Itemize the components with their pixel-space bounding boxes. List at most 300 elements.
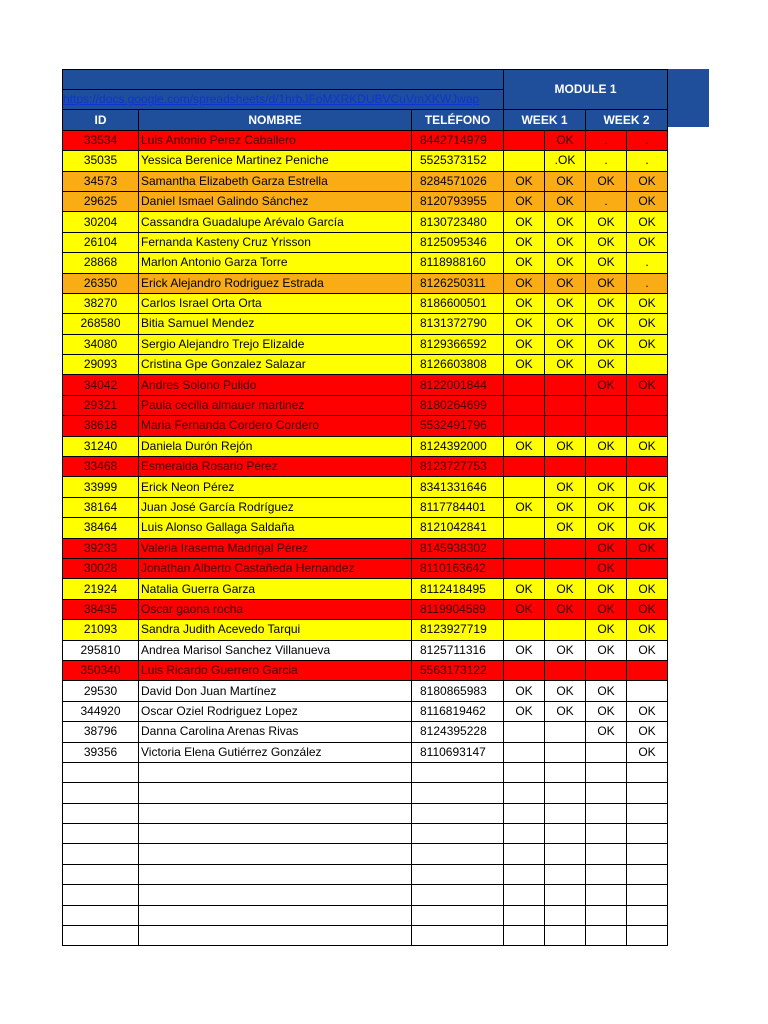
empty-cell[interactable]: [504, 783, 545, 803]
week-check-cell[interactable]: [627, 416, 668, 436]
phone-cell[interactable]: 8126603808: [412, 355, 504, 375]
phone-cell[interactable]: 8129366592: [412, 334, 504, 354]
week-check-cell[interactable]: OK: [586, 620, 627, 640]
empty-cell[interactable]: [627, 762, 668, 782]
week-check-cell[interactable]: OK: [504, 293, 545, 313]
week-check-cell[interactable]: OK: [627, 293, 668, 313]
week-check-cell[interactable]: [504, 375, 545, 395]
name-cell[interactable]: Esmeralda Rosario Pérez: [139, 457, 412, 477]
week-check-cell[interactable]: OK: [504, 171, 545, 191]
empty-cell[interactable]: [627, 824, 668, 844]
name-cell[interactable]: Cassandra Guadalupe Arévalo García: [139, 212, 412, 232]
week-check-cell[interactable]: OK: [586, 232, 627, 252]
top-header-row: [63, 70, 668, 90]
empty-cell[interactable]: [627, 844, 668, 864]
phone-cell[interactable]: 8123727753: [412, 457, 504, 477]
week-check-cell[interactable]: [627, 681, 668, 701]
empty-row: [63, 905, 668, 925]
id-cell[interactable]: 29625: [63, 191, 139, 211]
empty-cell[interactable]: [545, 885, 586, 905]
id-cell[interactable]: 30204: [63, 212, 139, 232]
week-check-cell[interactable]: OK: [545, 191, 586, 211]
week-check-cell[interactable]: OK: [627, 701, 668, 721]
week-check-cell[interactable]: OK: [627, 722, 668, 742]
week-check-cell[interactable]: [504, 742, 545, 762]
id-cell[interactable]: 38435: [63, 599, 139, 619]
phone-cell[interactable]: 8186600501: [412, 293, 504, 313]
week-check-cell[interactable]: OK: [586, 293, 627, 313]
id-cell[interactable]: 28868: [63, 253, 139, 273]
week-check-cell[interactable]: OK: [627, 620, 668, 640]
id-cell[interactable]: 268580: [63, 314, 139, 334]
week-check-cell[interactable]: OK: [545, 477, 586, 497]
week-check-cell[interactable]: OK: [627, 191, 668, 211]
empty-cell[interactable]: [586, 905, 627, 925]
empty-cell[interactable]: [504, 844, 545, 864]
phone-cell[interactable]: 8124395228: [412, 722, 504, 742]
empty-cell[interactable]: [139, 926, 412, 946]
empty-cell[interactable]: [412, 762, 504, 782]
phone-cell[interactable]: 8131372790: [412, 314, 504, 334]
table-row: [63, 436, 668, 456]
week-check-cell[interactable]: OK: [545, 579, 586, 599]
week-check-cell[interactable]: OK: [545, 273, 586, 293]
week-check-cell[interactable]: OK: [504, 497, 545, 517]
id-cell[interactable]: 33999: [63, 477, 139, 497]
week-check-cell[interactable]: OK: [586, 171, 627, 191]
name-cell[interactable]: Juan José García Rodríguez: [139, 497, 412, 517]
empty-cell[interactable]: [627, 926, 668, 946]
week-check-cell[interactable]: .: [586, 130, 627, 150]
phone-cell[interactable]: 8110693147: [412, 742, 504, 762]
week-check-cell[interactable]: [586, 416, 627, 436]
week-check-cell[interactable]: OK: [545, 212, 586, 232]
id-cell[interactable]: 30028: [63, 558, 139, 578]
table-row: [63, 293, 668, 313]
id-cell[interactable]: 33468: [63, 457, 139, 477]
empty-cell[interactable]: [412, 926, 504, 946]
table-row: [63, 212, 668, 232]
week-check-cell[interactable]: [627, 395, 668, 415]
empty-cell[interactable]: [545, 926, 586, 946]
empty-cell[interactable]: [63, 824, 139, 844]
week-check-cell[interactable]: OK: [545, 293, 586, 313]
empty-cell[interactable]: [545, 844, 586, 864]
empty-cell[interactable]: [412, 844, 504, 864]
week-check-cell[interactable]: OK: [504, 436, 545, 456]
week-check-cell[interactable]: OK: [586, 558, 627, 578]
id-cell[interactable]: 350340: [63, 660, 139, 680]
week-check-cell[interactable]: OK: [504, 579, 545, 599]
empty-cell[interactable]: [586, 762, 627, 782]
phone-cell[interactable]: 8341331646: [412, 477, 504, 497]
phone-cell[interactable]: 8180264699: [412, 395, 504, 415]
week-check-cell[interactable]: [627, 660, 668, 680]
empty-cell[interactable]: [545, 803, 586, 823]
empty-cell[interactable]: [63, 762, 139, 782]
week-check-cell[interactable]: OK: [504, 273, 545, 293]
week-check-cell[interactable]: OK: [627, 232, 668, 252]
table-row: [63, 660, 668, 680]
empty-cell[interactable]: [139, 824, 412, 844]
week-check-cell[interactable]: .: [586, 191, 627, 211]
week-check-cell[interactable]: [504, 558, 545, 578]
phone-cell[interactable]: 8125095346: [412, 232, 504, 252]
id-cell[interactable]: 29093: [63, 355, 139, 375]
week-check-cell[interactable]: .: [627, 273, 668, 293]
name-cell[interactable]: Andrea Marisol Sanchez Villanueva: [139, 640, 412, 660]
empty-cell[interactable]: [586, 824, 627, 844]
phone-cell[interactable]: 8124392000: [412, 436, 504, 456]
name-cell[interactable]: Erick Neon Pérez: [139, 477, 412, 497]
empty-cell[interactable]: [504, 864, 545, 884]
week-check-cell[interactable]: OK: [545, 130, 586, 150]
table-row: [63, 253, 668, 273]
phone-cell[interactable]: 8121042841: [412, 518, 504, 538]
week-check-cell[interactable]: .OK: [545, 151, 586, 171]
empty-cell[interactable]: [139, 885, 412, 905]
phone-cell[interactable]: 8123927719: [412, 620, 504, 640]
empty-cell[interactable]: [504, 762, 545, 782]
empty-cell[interactable]: [139, 762, 412, 782]
sheet-link[interactable]: https://docs.google.com/spreadsheets/d/1hrbJFoMXRKDUBVCuVmXKWJwap: [63, 90, 504, 110]
week-check-cell[interactable]: OK: [627, 375, 668, 395]
week-check-cell[interactable]: [504, 151, 545, 171]
phone-cell[interactable]: 8284571026: [412, 171, 504, 191]
module-title: MODULE 1: [504, 70, 668, 110]
week-check-cell[interactable]: .: [627, 151, 668, 171]
week-check-cell[interactable]: [545, 395, 586, 415]
week-check-cell[interactable]: OK: [545, 334, 586, 354]
name-cell[interactable]: Marlon Antonio Garza Torre: [139, 253, 412, 273]
empty-row: [63, 824, 668, 844]
id-cell[interactable]: 35035: [63, 151, 139, 171]
empty-cell[interactable]: [139, 803, 412, 823]
empty-cell[interactable]: [63, 783, 139, 803]
empty-cell[interactable]: [586, 885, 627, 905]
week-check-cell[interactable]: OK: [545, 171, 586, 191]
empty-cell[interactable]: [586, 864, 627, 884]
week-check-cell[interactable]: OK: [545, 640, 586, 660]
week-check-cell[interactable]: OK: [586, 314, 627, 334]
week-check-cell[interactable]: OK: [627, 334, 668, 354]
phone-cell[interactable]: 8180865983: [412, 681, 504, 701]
week-check-cell[interactable]: OK: [586, 538, 627, 558]
table-row: [63, 477, 668, 497]
name-cell[interactable]: David Don Juan Martínez: [139, 681, 412, 701]
week-check-cell[interactable]: OK: [586, 477, 627, 497]
week-check-cell[interactable]: OK: [586, 518, 627, 538]
name-cell[interactable]: Valeria Irasema Madrigal Pérez: [139, 538, 412, 558]
week-check-cell[interactable]: OK: [586, 355, 627, 375]
name-cell[interactable]: Cristina Gpe Gonzalez Salazar: [139, 355, 412, 375]
empty-cell[interactable]: [504, 885, 545, 905]
week-check-cell[interactable]: OK: [586, 701, 627, 721]
week-check-cell[interactable]: [586, 660, 627, 680]
week-check-cell[interactable]: OK: [627, 477, 668, 497]
table-row: [63, 558, 668, 578]
week-check-cell[interactable]: OK: [545, 497, 586, 517]
id-cell[interactable]: 26350: [63, 273, 139, 293]
empty-cell[interactable]: [412, 864, 504, 884]
phone-cell[interactable]: 8130723480: [412, 212, 504, 232]
id-cell[interactable]: 21093: [63, 620, 139, 640]
name-cell[interactable]: Danna Carolina Arenas Rivas: [139, 722, 412, 742]
week-check-cell[interactable]: OK: [504, 232, 545, 252]
week-check-cell[interactable]: [504, 130, 545, 150]
week-check-cell[interactable]: OK: [627, 742, 668, 762]
empty-cell[interactable]: [545, 762, 586, 782]
week-check-cell[interactable]: OK: [627, 640, 668, 660]
week-check-cell[interactable]: OK: [586, 579, 627, 599]
name-cell[interactable]: Luis Antonio Perez Caballero: [139, 130, 412, 150]
week-check-cell[interactable]: OK: [586, 436, 627, 456]
id-cell[interactable]: 26104: [63, 232, 139, 252]
empty-cell[interactable]: [627, 905, 668, 925]
week-check-cell[interactable]: [627, 457, 668, 477]
name-cell[interactable]: Sergio Alejandro Trejo Elizalde: [139, 334, 412, 354]
week-check-cell[interactable]: [504, 538, 545, 558]
empty-cell[interactable]: [627, 803, 668, 823]
name-cell[interactable]: Luis Ricardo Guerrero Garcia: [139, 660, 412, 680]
week-check-cell[interactable]: OK: [545, 518, 586, 538]
empty-cell[interactable]: [412, 783, 504, 803]
week-check-cell[interactable]: OK: [586, 681, 627, 701]
id-cell[interactable]: 34042: [63, 375, 139, 395]
week-check-cell[interactable]: [545, 722, 586, 742]
week-check-cell[interactable]: [504, 477, 545, 497]
id-cell[interactable]: 34080: [63, 334, 139, 354]
empty-cell[interactable]: [586, 926, 627, 946]
week-check-cell[interactable]: OK: [627, 497, 668, 517]
name-cell[interactable]: Carlos Israel Orta Orta: [139, 293, 412, 313]
phone-cell[interactable]: 8112418495: [412, 579, 504, 599]
week-check-cell[interactable]: OK: [545, 253, 586, 273]
week-check-cell[interactable]: [504, 660, 545, 680]
id-cell[interactable]: 295810: [63, 640, 139, 660]
name-cell[interactable]: Fernanda Kasteny Cruz Yrisson: [139, 232, 412, 252]
week-check-cell[interactable]: OK: [627, 579, 668, 599]
phone-cell[interactable]: 8116819462: [412, 701, 504, 721]
week-check-cell[interactable]: [504, 620, 545, 640]
empty-cell[interactable]: [545, 783, 586, 803]
week-check-cell[interactable]: [545, 660, 586, 680]
id-cell[interactable]: 39356: [63, 742, 139, 762]
name-cell[interactable]: Bitia Samuel Mendez: [139, 314, 412, 334]
id-cell[interactable]: 38164: [63, 497, 139, 517]
name-cell[interactable]: Paula cecilia almauer martinez: [139, 395, 412, 415]
phone-cell[interactable]: 5532491796: [412, 416, 504, 436]
week-check-cell[interactable]: [545, 538, 586, 558]
week-check-cell[interactable]: OK: [586, 640, 627, 660]
empty-cell[interactable]: [627, 783, 668, 803]
empty-cell[interactable]: [139, 864, 412, 884]
empty-row: [63, 885, 668, 905]
week-check-cell[interactable]: .: [627, 253, 668, 273]
week-check-cell[interactable]: [545, 742, 586, 762]
empty-cell[interactable]: [504, 824, 545, 844]
empty-cell[interactable]: [412, 824, 504, 844]
week-check-cell[interactable]: OK: [586, 273, 627, 293]
empty-cell[interactable]: [63, 844, 139, 864]
header-blank: [63, 70, 504, 90]
empty-cell[interactable]: [504, 905, 545, 925]
id-cell[interactable]: 31240: [63, 436, 139, 456]
week-check-cell[interactable]: [586, 395, 627, 415]
empty-cell[interactable]: [586, 783, 627, 803]
id-cell[interactable]: 344920: [63, 701, 139, 721]
id-cell[interactable]: 29530: [63, 681, 139, 701]
week-check-cell[interactable]: OK: [504, 640, 545, 660]
week-check-cell[interactable]: OK: [545, 314, 586, 334]
week-check-cell[interactable]: OK: [545, 436, 586, 456]
week-check-cell[interactable]: [545, 457, 586, 477]
week-check-cell[interactable]: OK: [504, 212, 545, 232]
name-cell[interactable]: Oscar gaona rocha: [139, 599, 412, 619]
week-check-cell[interactable]: OK: [586, 253, 627, 273]
id-cell[interactable]: 39233: [63, 538, 139, 558]
empty-cell[interactable]: [139, 783, 412, 803]
week-check-cell[interactable]: OK: [545, 232, 586, 252]
empty-cell[interactable]: [627, 885, 668, 905]
week-check-cell[interactable]: [504, 395, 545, 415]
empty-cell[interactable]: [586, 844, 627, 864]
id-cell[interactable]: 29321: [63, 395, 139, 415]
table-row: [63, 497, 668, 517]
week-check-cell[interactable]: [627, 355, 668, 375]
name-cell[interactable]: Yessica Berenice Martinez Peniche: [139, 151, 412, 171]
phone-cell[interactable]: 8442714979: [412, 130, 504, 150]
id-cell[interactable]: 38796: [63, 722, 139, 742]
phone-cell[interactable]: 8118988160: [412, 253, 504, 273]
week-check-cell[interactable]: OK: [504, 701, 545, 721]
name-cell[interactable]: Luis Alonso Gallaga Saldaña: [139, 518, 412, 538]
name-cell[interactable]: Oscar Oziel Rodriguez Lopez: [139, 701, 412, 721]
empty-cell[interactable]: [586, 803, 627, 823]
name-cell[interactable]: Natalia Guerra Garza: [139, 579, 412, 599]
week-check-cell[interactable]: .: [627, 130, 668, 150]
name-cell[interactable]: Victoria Elena Gutiérrez González: [139, 742, 412, 762]
week-check-cell[interactable]: [545, 558, 586, 578]
week-check-cell[interactable]: OK: [504, 355, 545, 375]
empty-cell[interactable]: [63, 864, 139, 884]
week-check-cell[interactable]: [545, 620, 586, 640]
week-check-cell[interactable]: OK: [545, 681, 586, 701]
name-cell[interactable]: Daniela Durón Rejón: [139, 436, 412, 456]
phone-cell[interactable]: 8125711316: [412, 640, 504, 660]
empty-cell[interactable]: [412, 885, 504, 905]
week-check-cell[interactable]: [586, 742, 627, 762]
week-check-cell[interactable]: OK: [627, 436, 668, 456]
week-check-cell[interactable]: OK: [504, 334, 545, 354]
id-cell[interactable]: 34573: [63, 171, 139, 191]
week-check-cell[interactable]: [504, 416, 545, 436]
week-check-cell[interactable]: [586, 457, 627, 477]
week-check-cell[interactable]: [504, 518, 545, 538]
week-check-cell[interactable]: OK: [586, 375, 627, 395]
week-check-cell[interactable]: OK: [627, 599, 668, 619]
empty-cell[interactable]: [545, 824, 586, 844]
column-header-row: [63, 110, 668, 130]
phone-cell[interactable]: 8145938302: [412, 538, 504, 558]
name-cell[interactable]: Samantha Elizabeth Garza Estrella: [139, 171, 412, 191]
phone-cell[interactable]: 8117784401: [412, 497, 504, 517]
empty-cell[interactable]: [545, 864, 586, 884]
week-check-cell[interactable]: OK: [545, 599, 586, 619]
empty-cell[interactable]: [63, 803, 139, 823]
week-check-cell[interactable]: OK: [586, 212, 627, 232]
name-cell[interactable]: Sandra Judith Acevedo Tarqui: [139, 620, 412, 640]
week-check-cell[interactable]: OK: [627, 212, 668, 232]
phone-cell[interactable]: 5525373152: [412, 151, 504, 171]
table-row: [63, 640, 668, 660]
empty-cell[interactable]: [63, 905, 139, 925]
week-check-cell[interactable]: OK: [586, 599, 627, 619]
empty-cell[interactable]: [412, 803, 504, 823]
week-check-cell[interactable]: OK: [586, 334, 627, 354]
empty-cell[interactable]: [627, 864, 668, 884]
week-check-cell[interactable]: [504, 722, 545, 742]
week-check-cell[interactable]: OK: [504, 599, 545, 619]
table-row: [63, 171, 668, 191]
empty-row: [63, 783, 668, 803]
id-cell[interactable]: 38464: [63, 518, 139, 538]
phone-cell[interactable]: 8126250311: [412, 273, 504, 293]
name-cell[interactable]: Daniel Ismael Galindo Sánchez: [139, 191, 412, 211]
week-check-cell[interactable]: OK: [627, 171, 668, 191]
name-cell[interactable]: Andres Solono Pulido: [139, 375, 412, 395]
empty-cell[interactable]: [139, 905, 412, 925]
empty-cell[interactable]: [504, 926, 545, 946]
id-cell[interactable]: 38618: [63, 416, 139, 436]
id-cell[interactable]: 38270: [63, 293, 139, 313]
week-check-cell[interactable]: [627, 558, 668, 578]
week-check-cell[interactable]: OK: [504, 681, 545, 701]
empty-cell[interactable]: [139, 844, 412, 864]
name-cell[interactable]: Erick Alejandro Rodriguez Estrada: [139, 273, 412, 293]
phone-cell[interactable]: 8120793955: [412, 191, 504, 211]
table-row: [63, 579, 668, 599]
week-check-cell[interactable]: OK: [504, 191, 545, 211]
week-check-cell[interactable]: OK: [504, 253, 545, 273]
name-cell[interactable]: Jonathan Alberto Castañeda Hernandez: [139, 558, 412, 578]
week-check-cell[interactable]: [504, 457, 545, 477]
empty-cell[interactable]: [504, 803, 545, 823]
week-check-cell[interactable]: OK: [504, 314, 545, 334]
week-check-cell[interactable]: .: [586, 151, 627, 171]
id-cell[interactable]: 21924: [63, 579, 139, 599]
phone-cell[interactable]: 8122001844: [412, 375, 504, 395]
week-check-cell[interactable]: OK: [545, 701, 586, 721]
week-check-cell[interactable]: OK: [627, 538, 668, 558]
empty-cell[interactable]: [63, 885, 139, 905]
empty-cell[interactable]: [63, 926, 139, 946]
week-check-cell[interactable]: OK: [627, 518, 668, 538]
week-check-cell[interactable]: OK: [586, 497, 627, 517]
week-check-cell[interactable]: [545, 375, 586, 395]
week-check-cell[interactable]: [545, 416, 586, 436]
phone-cell[interactable]: 5563173122: [412, 660, 504, 680]
phone-cell[interactable]: 8119904589: [412, 599, 504, 619]
week-check-cell[interactable]: OK: [545, 355, 586, 375]
week-check-cell[interactable]: OK: [627, 314, 668, 334]
week-check-cell[interactable]: OK: [586, 722, 627, 742]
id-cell[interactable]: 33534: [63, 130, 139, 150]
empty-cell[interactable]: [412, 905, 504, 925]
phone-cell[interactable]: 8110163642: [412, 558, 504, 578]
empty-cell[interactable]: [545, 905, 586, 925]
name-cell[interactable]: Maria Fernanda Cordero Cordero: [139, 416, 412, 436]
